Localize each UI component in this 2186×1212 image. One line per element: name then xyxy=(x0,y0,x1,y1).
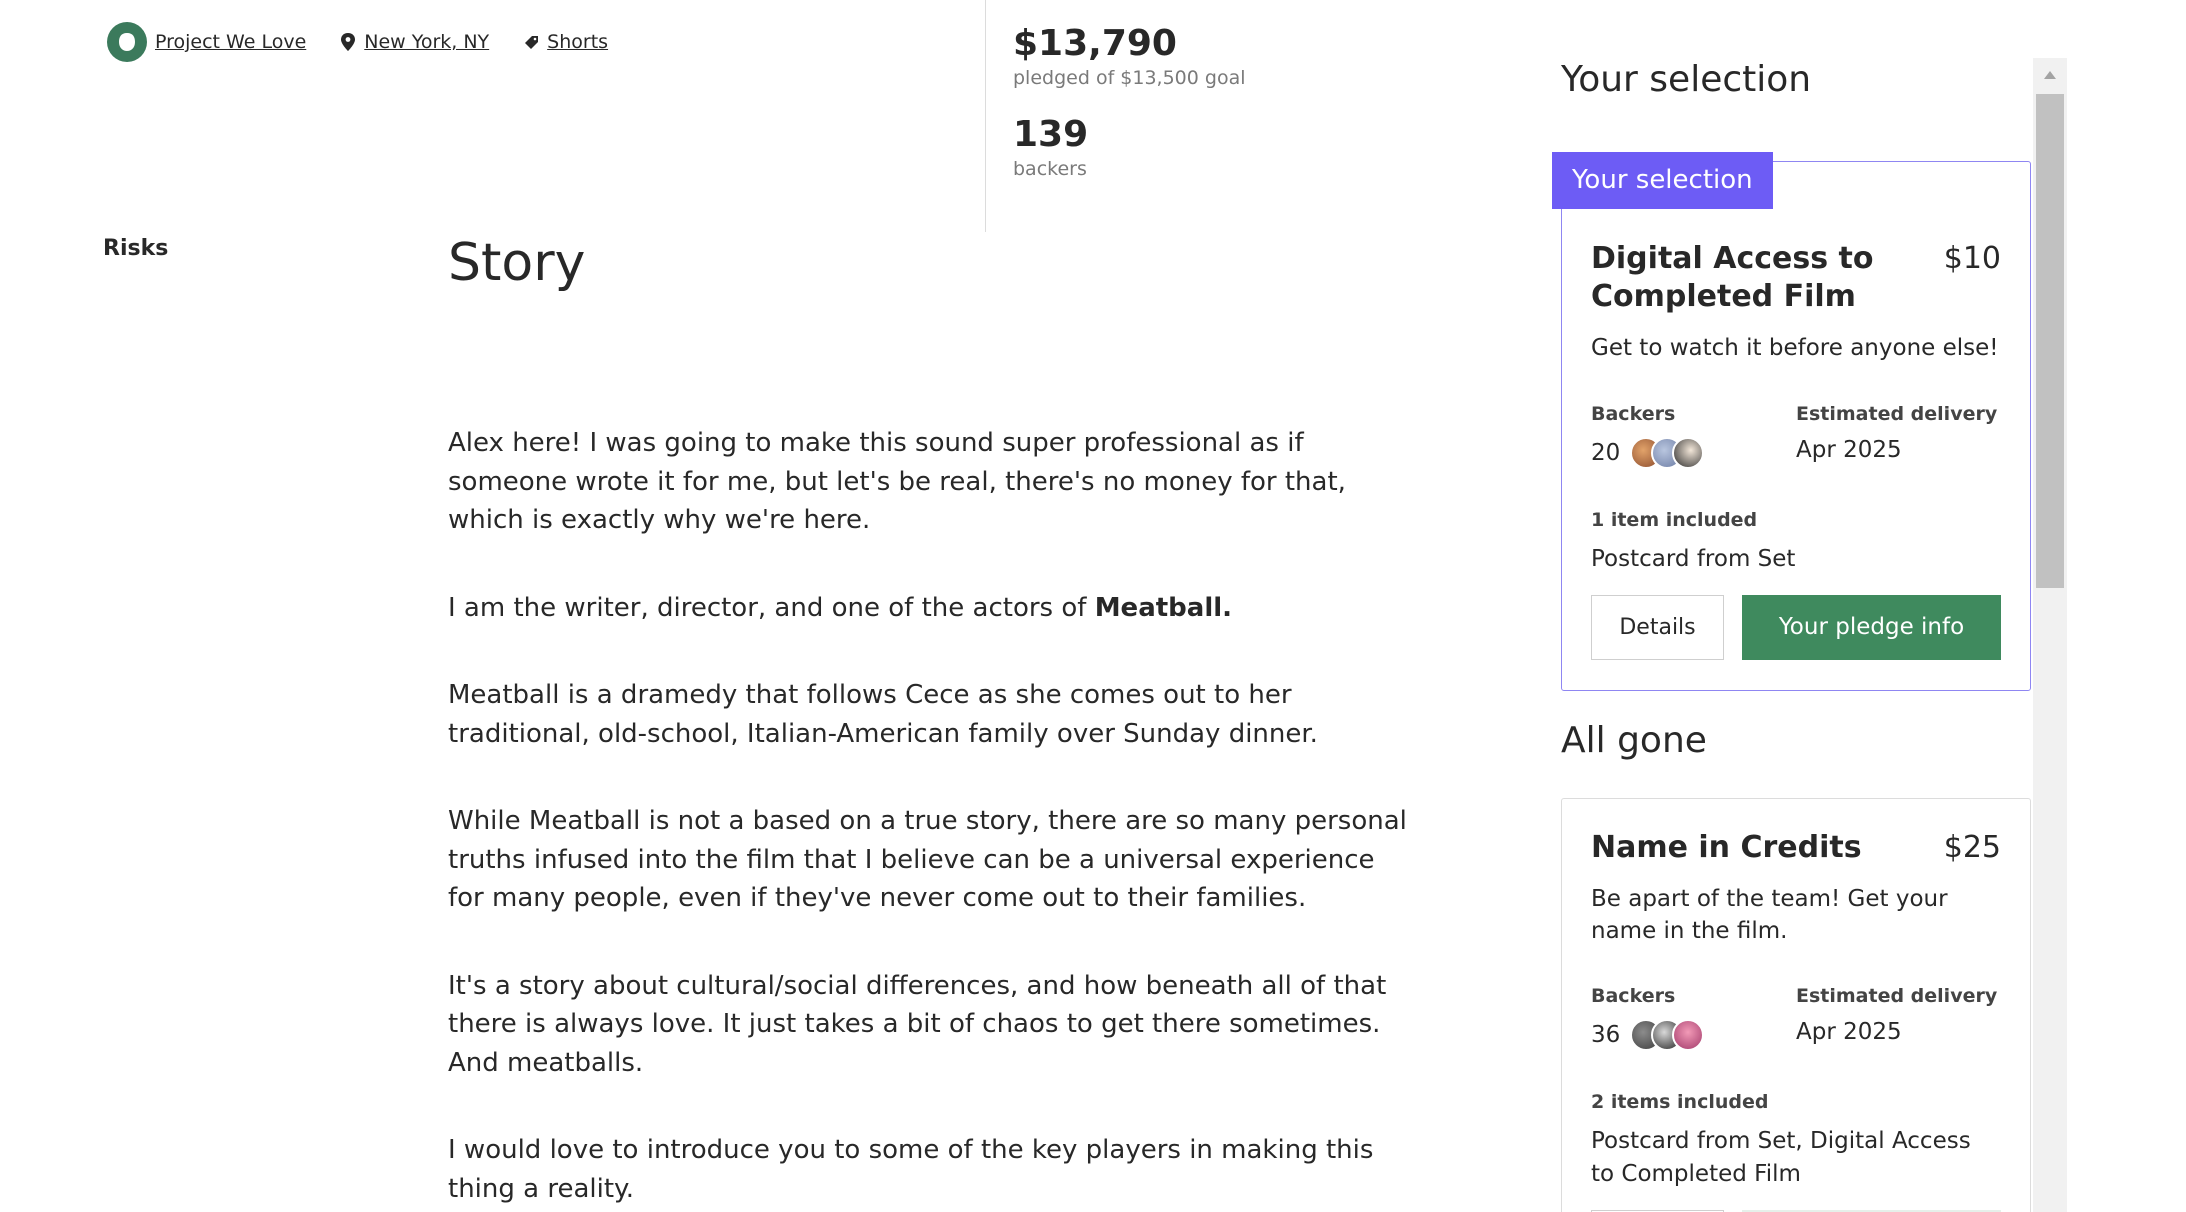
location-label[interactable]: New York, NY xyxy=(364,31,490,53)
delivery-label: Estimated delivery xyxy=(1796,402,1998,425)
backers-label: backers xyxy=(1013,158,1087,181)
backers-value xyxy=(1591,437,1796,469)
story-paragraph: While Meatball is not a based on a true story, there are so many personal truths infused into the film that I believe can be a universal experience for many people, even if they've never come out to their families. xyxy=(448,806,1407,914)
sold-out-reward-card[interactable] xyxy=(1561,798,2031,1212)
backers-stat xyxy=(1013,113,1246,180)
story-paragraph: I would love to introduce you to some of the key players in making this thing a reality. xyxy=(448,1135,1374,1204)
details-button[interactable]: Details xyxy=(1591,595,1724,660)
category-label[interactable]: Shorts xyxy=(547,31,609,53)
scroll-up-arrow-icon[interactable] xyxy=(2033,58,2067,92)
story-section xyxy=(448,232,1408,1212)
side-nav-item-risks[interactable]: Risks xyxy=(103,236,169,261)
avatar xyxy=(1672,437,1704,469)
backer-avatars xyxy=(1630,437,1704,469)
campaign-stats xyxy=(1013,22,1246,180)
reward-description: Be apart of the team! Get your name in the film. xyxy=(1591,886,1948,945)
reward-price: $25 xyxy=(1943,829,2001,865)
reward-description: Get to watch it before anyone else! xyxy=(1591,335,1999,362)
avatar xyxy=(1672,1019,1704,1051)
reward-header xyxy=(1591,829,2001,867)
story-paragraph: It's a story about cultural/social differences, and how beneath all of that there is always love. It just takes a bit of chaos to get there sometimes. And meatballs. xyxy=(448,970,1387,1078)
reward-header xyxy=(1591,240,2001,316)
selected-reward-card[interactable] xyxy=(1561,161,2031,691)
pledged-goal-label: pledged of $13,500 goal xyxy=(1013,67,1246,90)
location-link[interactable] xyxy=(340,31,489,53)
delivery-label: Estimated delivery xyxy=(1796,985,1998,1008)
reward-details-grid xyxy=(1591,985,2001,1051)
items-included-label: 1 item included xyxy=(1591,508,1758,531)
backer-avatars xyxy=(1630,1019,1704,1051)
reward-title: Digital Access to Completed Film xyxy=(1591,241,1874,315)
rewards-column xyxy=(1561,58,2031,1212)
backers-value xyxy=(1591,1019,1796,1051)
story-paragraph xyxy=(448,589,1408,628)
backers-label: Backers xyxy=(1591,985,1676,1008)
backers-column xyxy=(1591,403,1796,469)
items-included-label: 2 items included xyxy=(1591,1091,1769,1114)
items-included-value: Postcard from Set, Digital Access to Completed Film xyxy=(1591,1128,1971,1187)
project-we-love-label[interactable]: Project We Love xyxy=(155,31,307,53)
backers-count: 36 xyxy=(1591,1022,1621,1049)
backers-count: 139 xyxy=(1013,114,1089,156)
project-meta-row xyxy=(107,22,608,62)
scrollbar-thumb[interactable] xyxy=(2036,94,2064,588)
reward-actions xyxy=(1591,595,2001,660)
reward-title: Name in Credits xyxy=(1591,829,1862,865)
stats-divider xyxy=(985,0,986,232)
project-we-love-badge-icon xyxy=(107,22,147,62)
location-pin-icon xyxy=(340,33,356,51)
delivery-column xyxy=(1796,403,2001,469)
items-included-value: Postcard from Set xyxy=(1591,545,1796,572)
backers-column xyxy=(1591,985,1796,1051)
reward-details-grid xyxy=(1591,403,2001,469)
category-link[interactable] xyxy=(523,31,608,53)
story-heading: Story xyxy=(448,233,586,293)
delivery-column xyxy=(1796,985,2001,1051)
delivery-value: Apr 2025 xyxy=(1796,1019,1902,1046)
story-text: I am the writer, director, and one of the actors of xyxy=(448,592,1095,623)
pledged-amount: $13,790 xyxy=(1013,23,1177,64)
all-gone-heading: All gone xyxy=(1561,719,1707,761)
rewards-scrollbar[interactable] xyxy=(2033,58,2067,1212)
pledged-stat xyxy=(1013,22,1246,89)
pledge-info-button[interactable]: Your pledge info xyxy=(1742,595,2001,660)
story-paragraph: Meatball is a dramedy that follows Cece as she comes out to her traditional, old-school, Italian-American family over Sunday dinner. xyxy=(448,680,1318,749)
project-we-love-link[interactable] xyxy=(107,22,306,62)
your-selection-heading: Your selection xyxy=(1561,59,1812,100)
your-selection-tag: Your selection xyxy=(1552,152,1773,209)
story-paragraph: Alex here! I was going to make this sound super professional as if someone wrote it for me, but let's be real, there's no money for that, which is exactly why we're here. xyxy=(448,428,1346,536)
reward-price: $10 xyxy=(1943,241,2001,277)
tag-icon xyxy=(523,33,539,51)
backers-count: 20 xyxy=(1591,439,1621,466)
delivery-value: Apr 2025 xyxy=(1796,436,1902,463)
backers-label: Backers xyxy=(1591,402,1676,425)
film-title-bold: Meatball. xyxy=(1094,592,1233,623)
